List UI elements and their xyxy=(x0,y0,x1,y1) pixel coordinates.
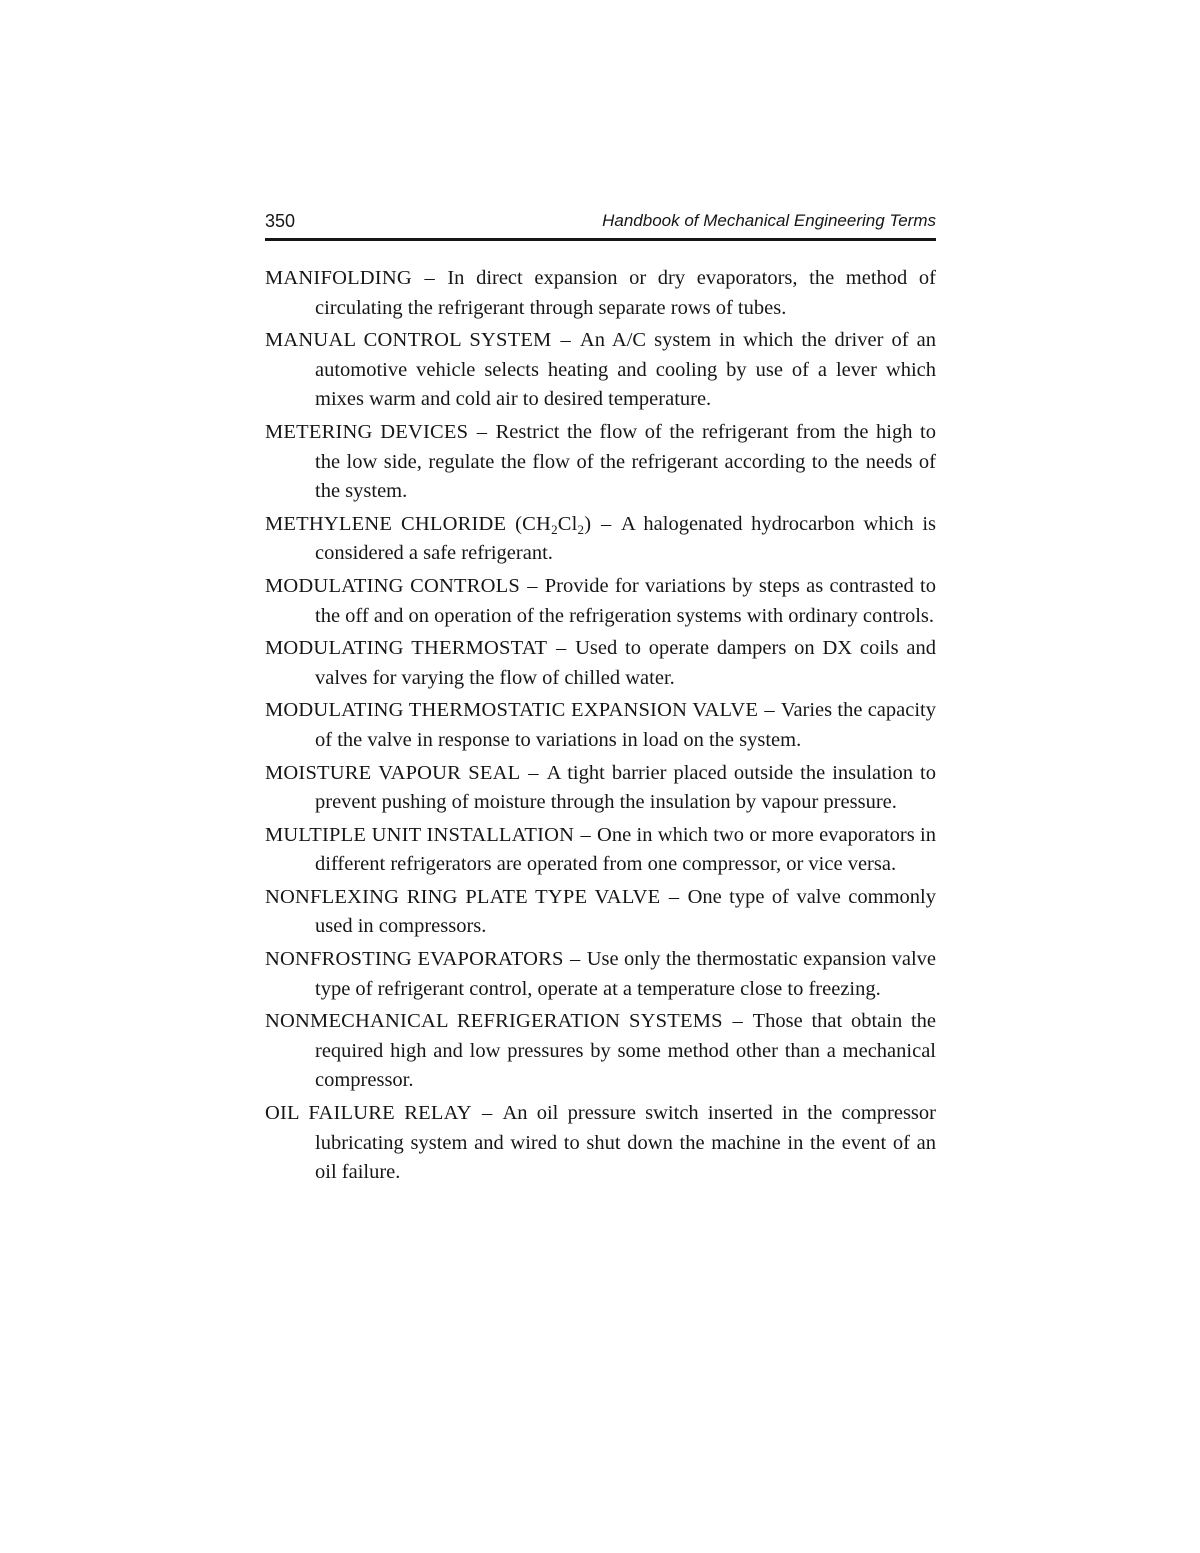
entry-definition: An oil pressure switch inserted in the compressor lubricating system and wired to shut down the machine in the event of an oil failure. xyxy=(315,1102,936,1184)
subscript: 2 xyxy=(577,521,585,537)
page-header xyxy=(265,208,936,241)
entry-definition: Varies the capacity of the valve in response to variations in load on the system. xyxy=(315,699,936,751)
entry-separator: – xyxy=(759,699,780,722)
entry-term: MOISTURE VAPOUR SEAL xyxy=(265,761,521,784)
term-mid: Cl xyxy=(557,512,578,535)
entry-term: OIL FAILURE RELAY xyxy=(265,1102,472,1125)
entry-definition: Those that obtain the required high and low pressures by some method other than a mechanical compressor. xyxy=(315,1010,937,1092)
entry-definition: An A/C system in which the driver of an automotive vehicle selects heating and cooling by use of a lever which mixes warm and cold air to desired temperature. xyxy=(315,329,936,411)
glossary-entry-modulating-thermostat xyxy=(265,634,936,693)
term-prefix: METHYLENE CHLORIDE (CH xyxy=(265,512,552,535)
glossary-entry-multiple-unit-installation xyxy=(265,821,936,880)
entry-separator: – xyxy=(548,637,575,660)
entry-term: NONFROSTING EVAPORATORS xyxy=(265,948,564,971)
entry-definition: A tight barrier placed outside the insulation to prevent pushing of moisture through the insulation by vapour pressure. xyxy=(315,761,936,814)
entry-definition: Provide for variations by steps as contrasted to the off and on operation of the refrigeration systems with ordinary controls. xyxy=(315,574,937,627)
page-number: 350 xyxy=(265,211,296,231)
glossary-entry-oil-failure-relay xyxy=(265,1099,936,1188)
entry-definition: Used to operate dampers on DX coils and valves for varying the flow of chilled water. xyxy=(315,637,936,689)
glossary-entry-modulating-thermostatic-expansion-valve xyxy=(265,696,936,755)
entry-definition: One in which two or more evaporators in different refrigerators are operated from one compressor, or vice versa. xyxy=(315,823,936,876)
entry-separator: – xyxy=(552,329,579,352)
entry-term: MODULATING THERMOSTAT xyxy=(265,637,548,660)
entry-term: MANUAL CONTROL SYSTEM xyxy=(265,329,552,352)
entry-definition: One type of valve commonly used in compressors. xyxy=(315,885,936,938)
glossary-entry-methylene-chloride xyxy=(265,510,936,569)
entry-term: MODULATING THERMOSTATIC EXPANSION VALVE xyxy=(265,699,759,722)
glossary-entry-nonmechanical-refrigeration-systems xyxy=(265,1007,936,1096)
entry-term: METERING DEVICES xyxy=(265,420,469,443)
entry-separator: – xyxy=(723,1010,752,1033)
entry-definition: In direct expansion or dry evaporators, the method of circulating the refrigerant through separate rows of tubes. xyxy=(315,267,936,319)
entry-term: NONFLEXING RING PLATE TYPE VALVE xyxy=(265,885,661,908)
entry-term: MODULATING CONTROLS xyxy=(265,574,520,597)
subscript: 2 xyxy=(551,521,558,537)
glossary-entry-nonflexing-ring-plate-type-valve xyxy=(265,883,936,942)
entry-separator: – xyxy=(521,761,546,784)
entry-separator: – xyxy=(520,574,544,597)
entry-separator: – xyxy=(592,512,620,535)
glossary-entry-modulating-controls xyxy=(265,572,936,631)
entry-term: MANIFOLDING xyxy=(265,267,412,289)
entry-separator: – xyxy=(472,1102,502,1125)
glossary-entry-nonfrosting-evaporators xyxy=(265,945,936,1004)
glossary-entry-metering-devices xyxy=(265,418,936,507)
glossary-entry-manifolding xyxy=(265,264,936,323)
term-suffix: ) xyxy=(584,512,592,535)
entry-separator: – xyxy=(661,885,687,908)
entry-separator: – xyxy=(469,420,495,443)
entry-definition: A halogenated hydrocarbon which is considered a safe refrigerant. xyxy=(315,512,937,565)
glossary-list xyxy=(265,264,936,1191)
entry-term: MULTIPLE UNIT INSTALLATION xyxy=(265,823,575,846)
entry-definition: Use only the thermostatic expansion valve type of refrigerant control, operate at a temperature close to freezing. xyxy=(315,948,937,1000)
glossary-entry-moisture-vapour-seal xyxy=(265,759,936,818)
running-title: Handbook of Mechanical Engineering Terms xyxy=(602,211,936,230)
glossary-entry-manual-control-system xyxy=(265,326,936,415)
entry-term: NONMECHANICAL REFRIGERATION SYSTEMS xyxy=(265,1010,723,1033)
entry-definition: Restrict the flow of the refrigerant from the high to the low side, regulate the flow of the refrigerant according to the needs of the system. xyxy=(315,420,936,503)
entry-separator: – xyxy=(575,823,597,846)
entry-term xyxy=(265,513,591,535)
entry-separator: – xyxy=(564,948,586,971)
entry-separator: – xyxy=(412,267,447,289)
